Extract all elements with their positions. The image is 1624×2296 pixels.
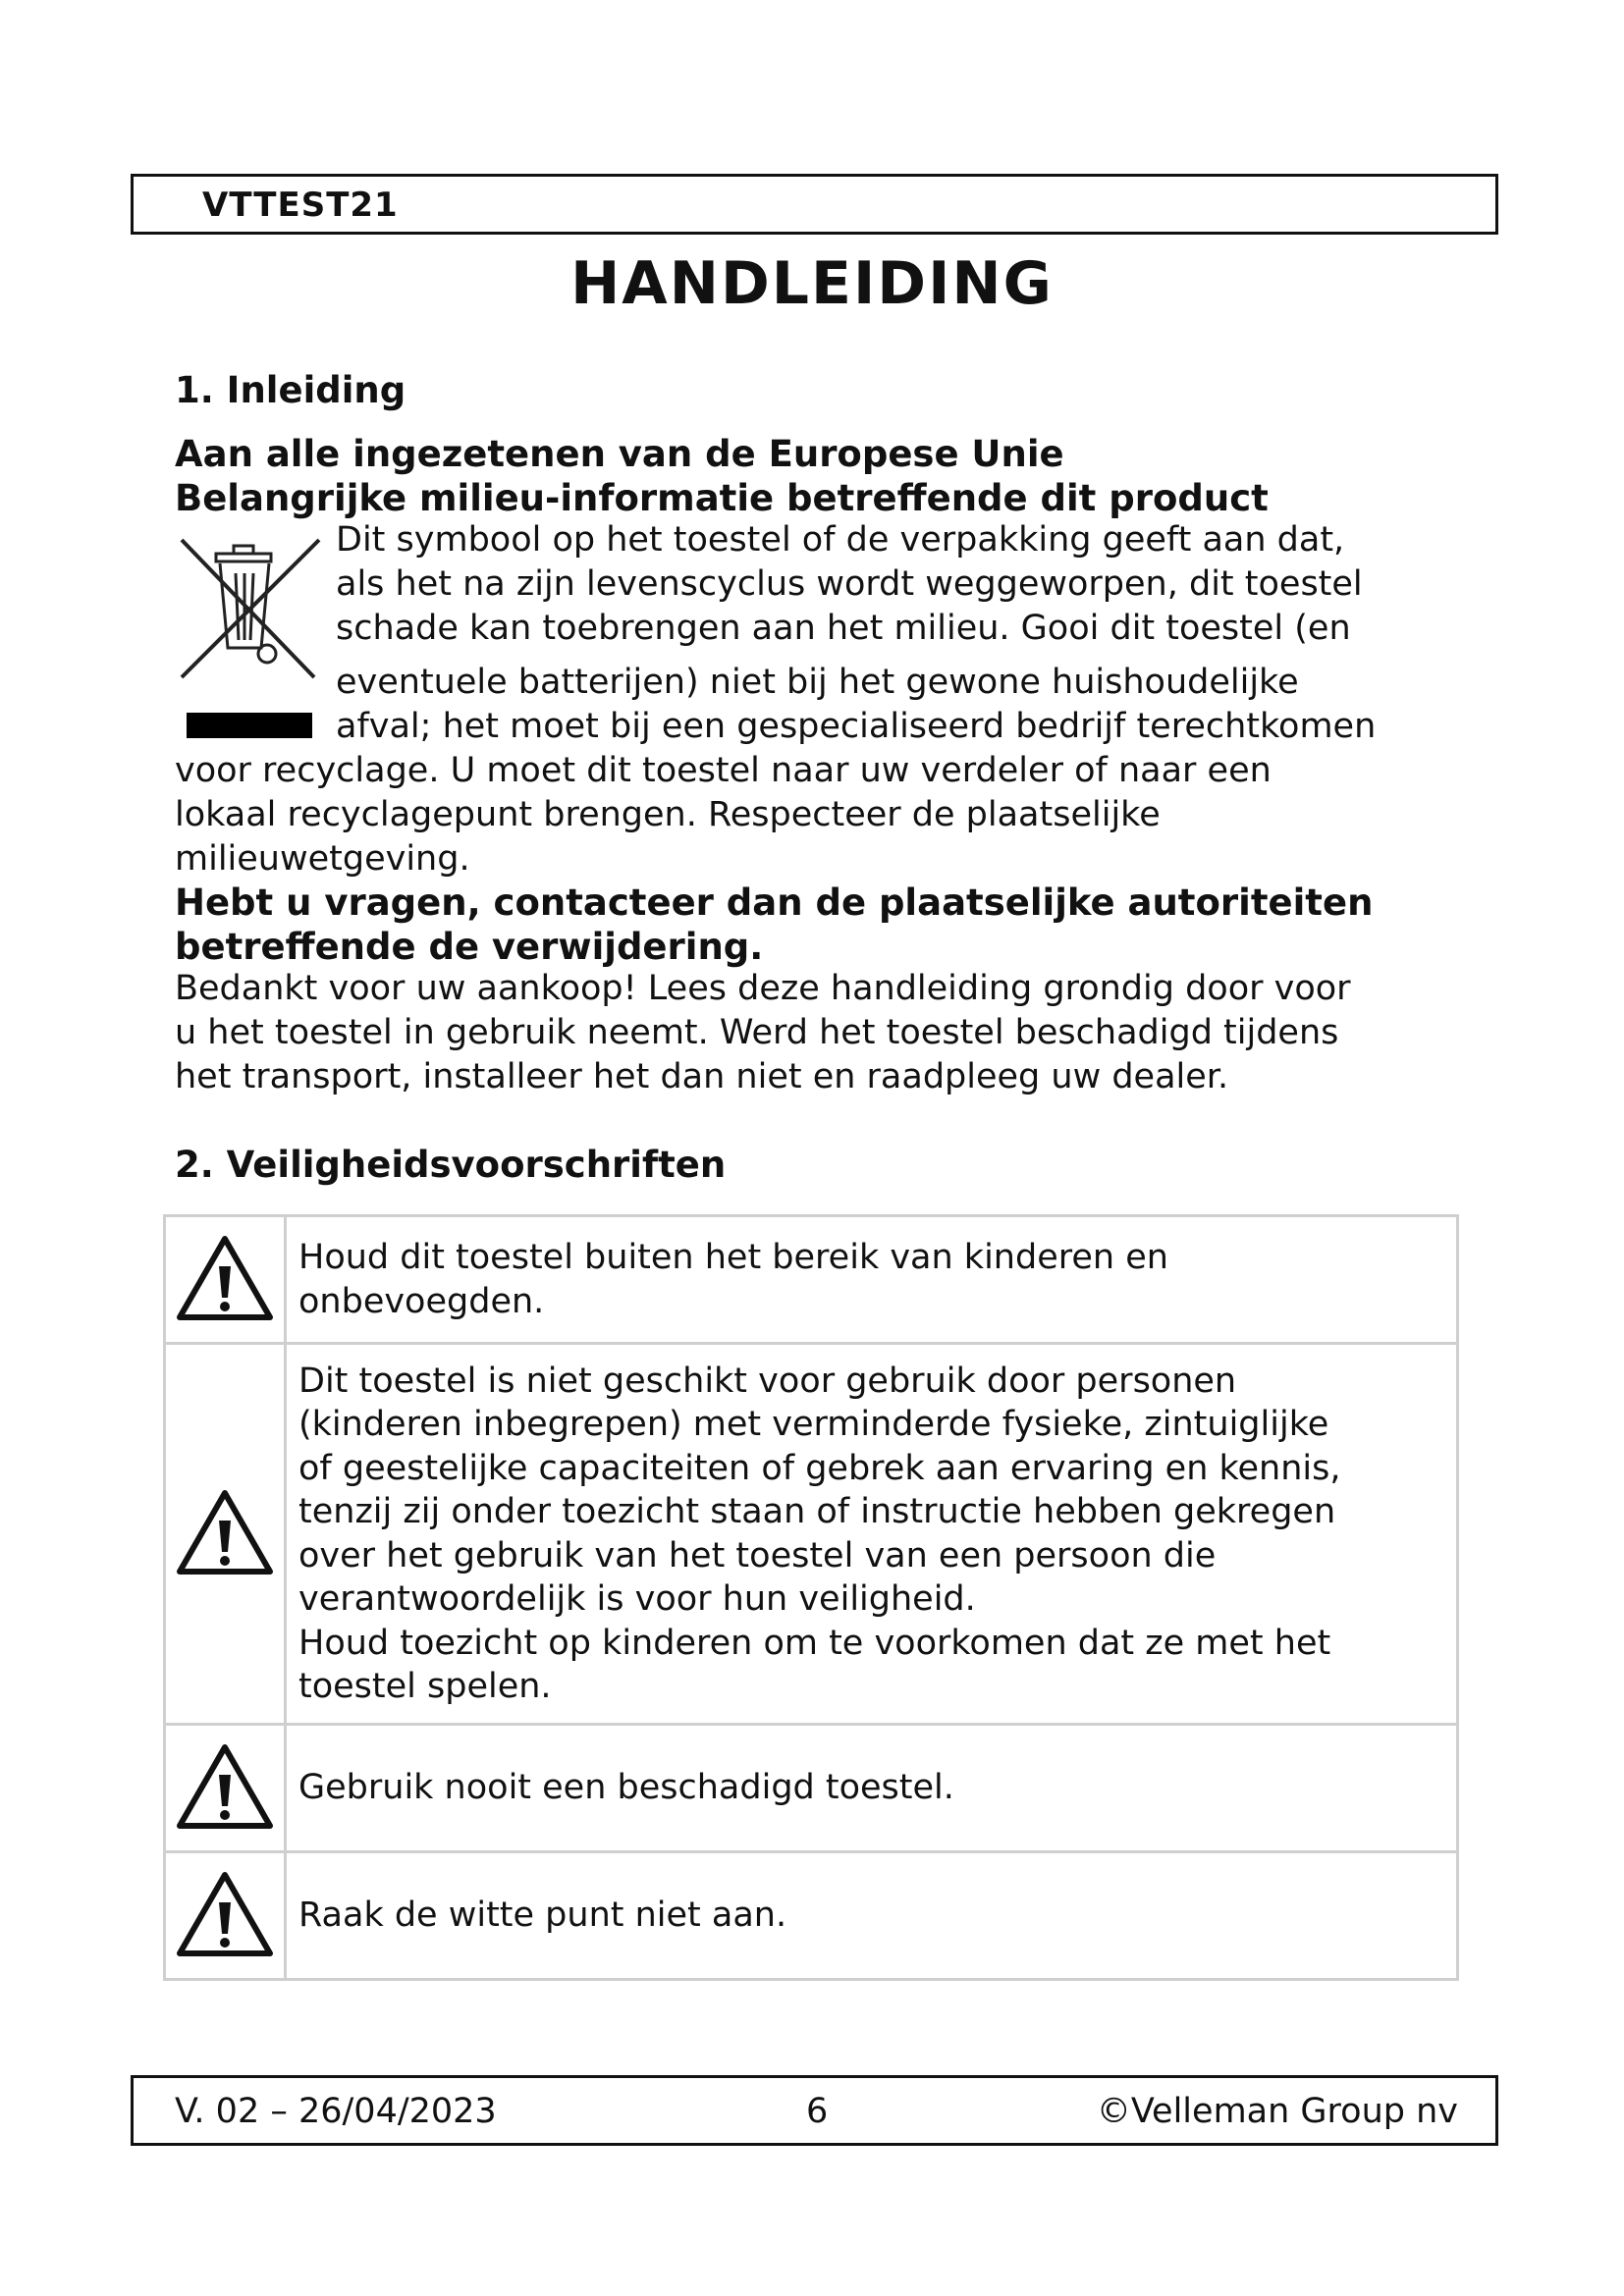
- weee-text-line-4: eventuele batterijen) niet bij het gewone huishoudelijke: [336, 663, 1299, 702]
- safety-line: Houd dit toestel buiten het bereik van kinderen en: [298, 1238, 1168, 1277]
- warning-triangle-icon: [174, 1869, 276, 1959]
- safety-line: Raak de witte punt niet aan.: [298, 1896, 787, 1936]
- weee-bin-icon: [177, 532, 324, 689]
- weee-text-line-2: als het na zijn levenscyclus wordt weggeworpen, dit toestel: [336, 564, 1363, 604]
- safety-line: Gebruik nooit een beschadigd toestel.: [298, 1768, 954, 1808]
- safety-row: [165, 1344, 1458, 1725]
- model-name: VTTEST21: [202, 186, 399, 225]
- questions-line-2: betreffende de verwijdering.: [175, 926, 764, 968]
- safety-text: [286, 1852, 1458, 1980]
- safety-line: onbevoegden.: [298, 1281, 545, 1321]
- warning-triangle-icon: [174, 1233, 276, 1323]
- thanks-line-1: Bedankt voor uw aankoop! Lees deze handleiding grondig door voor: [175, 969, 1351, 1008]
- questions-line-1: Hebt u vragen, contacteer dan de plaatselijke autoriteiten: [175, 881, 1374, 924]
- page-title: HANDLEIDING: [570, 249, 1054, 318]
- safety-line: verantwoordelijk is voor hun veiligheid.: [298, 1579, 976, 1619]
- safety-text: [286, 1725, 1458, 1852]
- safety-line: Dit toestel is niet geschikt voor gebruik door personen: [298, 1361, 1237, 1401]
- thanks-line-2: u het toestel in gebruik neemt. Werd het toestel beschadigd tijdens: [175, 1013, 1339, 1052]
- safety-text: [286, 1344, 1458, 1725]
- environment-info-heading: Belangrijke milieu-informatie betreffende dit product: [175, 477, 1269, 519]
- safety-row: [165, 1216, 1458, 1344]
- warning-cell: [165, 1725, 286, 1852]
- safety-line: Houd toezicht op kinderen om te voorkomen dat ze met het: [298, 1623, 1331, 1663]
- warning-cell: [165, 1344, 286, 1725]
- warning-cell: [165, 1216, 286, 1344]
- warning-cell: [165, 1852, 286, 1980]
- weee-underline-bar: [187, 713, 312, 738]
- footer-copyright: ©Velleman Group nv: [1096, 2092, 1458, 2131]
- section-2-heading: 2. Veiligheidsvoorschriften: [175, 1144, 727, 1186]
- weee-text-line-6: voor recyclage. U moet dit toestel naar uw verdeler of naar een: [175, 751, 1272, 790]
- thanks-line-3: het transport, installeer het dan niet en raadpleeg uw dealer.: [175, 1057, 1229, 1096]
- safety-row: [165, 1852, 1458, 1980]
- eu-residents-heading: Aan alle ingezetenen van de Europese Unie: [175, 433, 1064, 475]
- safety-table: [163, 1214, 1459, 1981]
- safety-line: over het gebruik van het toestel van een persoon die: [298, 1535, 1217, 1575]
- weee-text-line-1: Dit symbool op het toestel of de verpakking geeft aan dat,: [336, 520, 1345, 560]
- weee-text-line-5: afval; het moet bij een gespecialiseerd bedrijf terechtkomen: [336, 707, 1377, 746]
- weee-text-line-7: lokaal recyclagepunt brengen. Respecteer de plaatselijke: [175, 795, 1161, 834]
- safety-row: [165, 1725, 1458, 1852]
- header-box: [131, 174, 1498, 235]
- warning-triangle-icon: [174, 1487, 276, 1577]
- warning-triangle-icon: [174, 1741, 276, 1832]
- weee-text-line-8: milieuwetgeving.: [175, 839, 470, 879]
- safety-text: [286, 1216, 1458, 1344]
- safety-line: of geestelijke capaciteiten of gebrek aan ervaring en kennis,: [298, 1448, 1341, 1488]
- safety-line: tenzij zij onder toezicht staan of instructie hebben gekregen: [298, 1492, 1336, 1531]
- footer-box: [131, 2075, 1498, 2146]
- safety-line: toestel spelen.: [298, 1667, 552, 1706]
- footer-page-number: 6: [806, 2092, 829, 2131]
- weee-text-line-3: schade kan toebrengen aan het milieu. Gooi dit toestel (en: [336, 609, 1351, 648]
- safety-line: (kinderen inbegrepen) met verminderde fysieke, zintuiglijke: [298, 1405, 1329, 1444]
- section-1-heading: 1. Inleiding: [175, 369, 406, 411]
- footer-version: V. 02 – 26/04/2023: [175, 2092, 497, 2131]
